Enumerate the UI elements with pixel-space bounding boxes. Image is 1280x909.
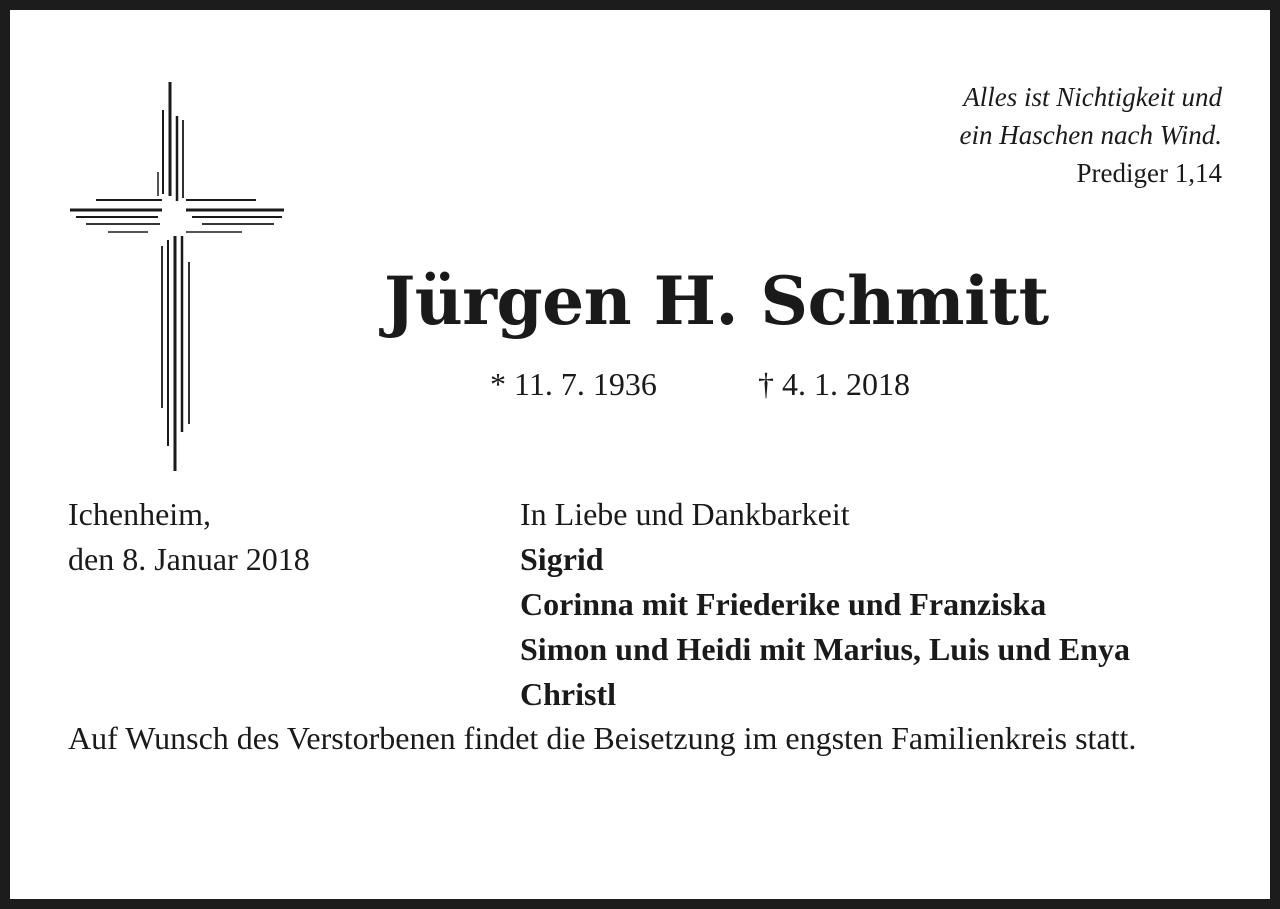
bible-quote (960, 78, 1222, 192)
mourners-list (520, 492, 1130, 717)
quote-line-2: ein Haschen nach Wind. (959, 120, 1222, 150)
place: Ichenheim, (68, 496, 212, 532)
mourner-name: Christl (520, 676, 616, 712)
deceased-name: Jürgen H. Schmitt (384, 262, 1049, 340)
notice-date: den 8. Januar 2018 (68, 541, 310, 577)
birth-date: * 11. 7. 1936 (490, 366, 657, 402)
cross-icon (62, 76, 292, 476)
death-date: † 4. 1. 2018 (758, 366, 910, 402)
funeral-note: Auf Wunsch des Verstorbenen findet die Beisetzung im engsten Familienkreis statt. (68, 720, 1137, 756)
mourners-intro: In Liebe und Dankbarkeit (520, 496, 850, 532)
mourner-name: Simon und Heidi mit Marius, Luis und Enya (520, 631, 1130, 667)
quote-line-1: Alles ist Nichtigkeit und (963, 82, 1222, 112)
mourner-name: Sigrid (520, 541, 604, 577)
quote-source: Prediger 1,14 (1076, 158, 1222, 188)
place-and-date (68, 492, 310, 582)
mourner-name: Corinna mit Friederike und Franziska (520, 586, 1047, 622)
